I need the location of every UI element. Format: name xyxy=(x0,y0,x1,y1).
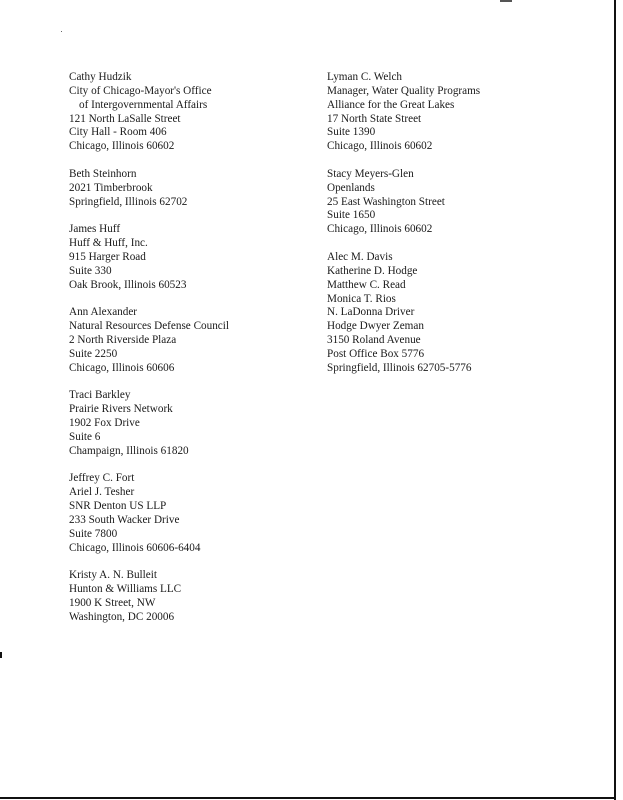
address-line: 2 North Riverside Plaza xyxy=(69,334,177,347)
address-line: Hodge Dwyer Zeman xyxy=(327,320,424,333)
address-line: Suite 1650 xyxy=(327,209,376,222)
address-line: of Intergovernmental Affairs xyxy=(79,98,208,111)
address-line: Openlands xyxy=(327,181,375,194)
address-line: Suite 6 xyxy=(69,430,101,443)
address-name: Kristy A. N. Bulleit xyxy=(69,569,157,582)
address-line: Suite 7800 xyxy=(69,527,118,540)
address-name: James Huff xyxy=(69,223,121,236)
address-name: Alec M. Davis xyxy=(327,250,393,263)
scan-edge-bottom xyxy=(0,797,616,799)
address-line: Suite 1390 xyxy=(327,126,376,139)
address-line: City Hall - Room 406 xyxy=(69,126,167,139)
address-line: Chicago, Illinois 60606 xyxy=(69,361,175,374)
address-block-meyers-glen xyxy=(327,168,567,237)
address-name: Stacy Meyers-Glen xyxy=(327,167,414,180)
address-name: Beth Steinhorn xyxy=(69,167,137,180)
address-block-steinhorn xyxy=(69,168,309,210)
address-name: Lyman C. Welch xyxy=(327,71,403,83)
address-block-fort-tesher xyxy=(69,472,309,555)
address-line: Prairie Rivers Network xyxy=(69,403,173,416)
address-line: Oak Brook, Illinois 60523 xyxy=(69,278,187,291)
address-block-barkley xyxy=(69,389,309,458)
address-line: 3150 Roland Avenue xyxy=(327,334,421,347)
address-line: Huff & Huff, Inc. xyxy=(69,237,148,250)
address-line: City of Chicago-Mayor's Office xyxy=(69,84,212,97)
address-line: 25 East Washington Street xyxy=(327,195,445,208)
scan-mark-left xyxy=(0,652,2,658)
service-list-left-column xyxy=(69,71,309,639)
service-list-right-column xyxy=(327,71,567,389)
address-block-hodge-dwyer-zeman xyxy=(327,251,567,376)
address-line: Hunton & Williams LLC xyxy=(69,583,182,596)
address-block-alexander xyxy=(69,306,309,375)
address-line: Suite 2250 xyxy=(69,347,118,360)
address-name: Monica T. Rios xyxy=(327,292,396,305)
address-line: Champaign, Illinois 61820 xyxy=(69,444,189,457)
address-line: Post Office Box 5776 xyxy=(327,347,425,360)
address-line: Chicago, Illinois 60602 xyxy=(327,223,433,236)
scan-speck xyxy=(61,31,62,32)
address-line: 17 North State Street xyxy=(327,112,422,125)
address-name: Matthew C. Read xyxy=(327,278,406,291)
address-line: SNR Denton US LLP xyxy=(69,500,167,513)
address-line: Springfield, Illinois 62705-5776 xyxy=(327,361,472,374)
address-name: Katherine D. Hodge xyxy=(327,264,418,277)
address-line: 1900 K Street, NW xyxy=(69,597,156,610)
address-block-hudzik xyxy=(69,71,309,154)
address-line: 915 Harger Road xyxy=(69,250,146,263)
address-block-welch xyxy=(327,71,567,154)
address-line: 233 South Wacker Drive xyxy=(69,514,180,526)
scan-mark-top xyxy=(500,0,512,2)
address-line: Natural Resources Defense Council xyxy=(69,320,229,333)
address-name: Jeffrey C. Fort xyxy=(69,472,135,485)
address-line: 2021 Timberbrook xyxy=(69,181,153,194)
address-block-bulleit xyxy=(69,569,309,624)
address-name: Traci Barkley xyxy=(69,389,131,402)
address-line: 1902 Fox Drive xyxy=(69,417,140,430)
address-line: Chicago, Illinois 60602 xyxy=(327,140,433,153)
address-name: Ann Alexander xyxy=(69,306,138,319)
address-name: Ariel J. Tesher xyxy=(69,486,135,499)
address-line: Washington, DC 20006 xyxy=(69,610,175,623)
address-name: Cathy Hudzik xyxy=(69,71,132,83)
address-name: N. LaDonna Driver xyxy=(327,306,415,319)
address-line: Suite 330 xyxy=(69,264,112,277)
address-line: Alliance for the Great Lakes xyxy=(327,98,455,111)
address-block-huff xyxy=(69,223,309,292)
scan-edge-right xyxy=(614,0,616,800)
address-line: Springfield, Illinois 62702 xyxy=(69,195,188,208)
address-line: 121 North LaSalle Street xyxy=(69,112,181,125)
address-line: Manager, Water Quality Programs xyxy=(327,84,481,97)
address-line: Chicago, Illinois 60602 xyxy=(69,140,175,153)
address-line: Chicago, Illinois 60606-6404 xyxy=(69,541,201,554)
